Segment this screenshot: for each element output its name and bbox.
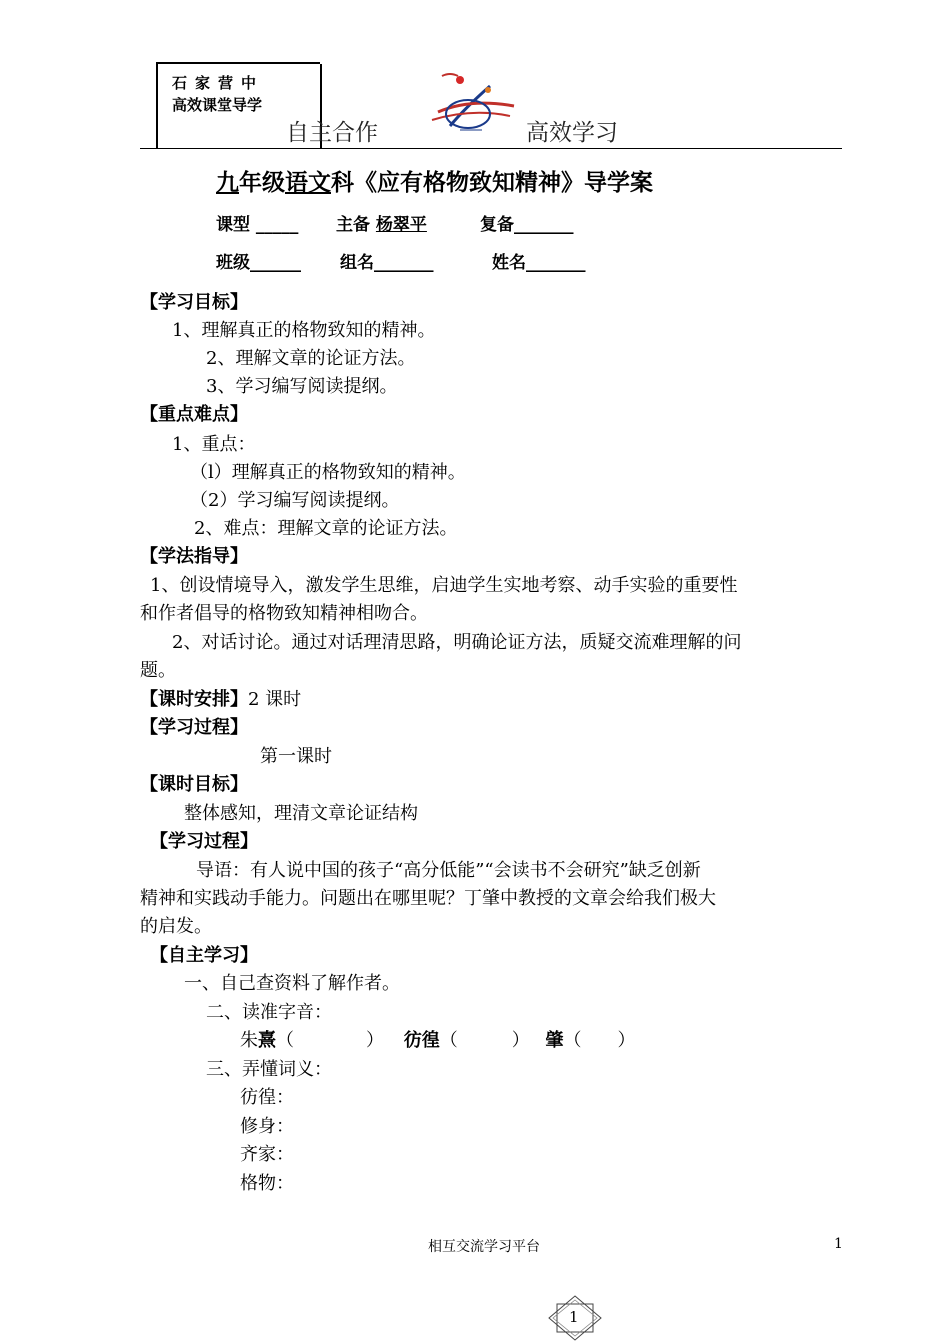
- class-field: [216, 248, 301, 273]
- pron-panghuang: 彷徨: [403, 1030, 440, 1051]
- group-blank: _______: [374, 253, 434, 273]
- objective-item-1: 1、理解真正的格物致知的精神。: [172, 320, 436, 341]
- key-points-heading: 【重点难点】: [140, 404, 248, 425]
- title-grade-suffix: 年级: [239, 169, 285, 196]
- lesson-type-field: [216, 210, 298, 235]
- page-badge: [547, 1294, 603, 1342]
- class-label: 班级: [216, 253, 250, 273]
- lesson-type-label: 课型: [216, 215, 250, 235]
- pron-zhao: 肇: [545, 1030, 564, 1051]
- pron-blank-1: （ ）: [276, 1030, 384, 1051]
- term-panghuang: 彷徨：: [240, 1087, 294, 1108]
- footer-page-number: 1: [834, 1236, 843, 1252]
- name-label: 姓名: [492, 253, 526, 273]
- group-label: 组名: [340, 253, 374, 273]
- term-gewu: 格物：: [240, 1173, 294, 1194]
- lesson-type-blank: _____: [255, 215, 299, 235]
- class-blank: ______: [250, 253, 301, 273]
- slogan-right: 高效学习: [526, 120, 618, 146]
- objective-item-3: 3、学习编写阅读提纲。: [206, 376, 398, 397]
- key-label: 1、重点：: [172, 434, 256, 455]
- method-item-2-line2: 题。: [140, 660, 176, 681]
- method-item-1-line1: 1、创设情境导入，激发学生思维，启迪学生实地考察、动手实验的重要性: [150, 575, 738, 596]
- session-goal-text: 整体感知，理清文章论证结构: [184, 803, 418, 824]
- header-rule: [140, 148, 842, 149]
- review-label: 复备: [480, 215, 514, 235]
- intro-line-1: 导语：有人说中国的孩子“高分低能”“会读书不会研究”缺乏创新: [196, 860, 701, 881]
- page-title: [216, 164, 653, 197]
- pron-blank-3: （ ）: [563, 1030, 636, 1051]
- schedule-value: 2 课时: [248, 689, 302, 710]
- pron-zhu: 朱: [240, 1030, 258, 1051]
- self-study-heading: 【自主学习】: [150, 945, 258, 966]
- term-qijia: 齐家：: [240, 1144, 294, 1165]
- intro-line-2: 精神和实践动手能力。问题出在哪里呢？丁肇中教授的文章会给我们极大: [140, 888, 716, 909]
- footer-platform: 相互交流学习平台: [428, 1239, 540, 1255]
- key-item-1: （l）理解真正的格物致知的精神。: [190, 462, 466, 483]
- session-label: 第一课时: [260, 746, 332, 767]
- name-blank: _______: [526, 253, 586, 273]
- pron-xi: 熹: [258, 1030, 276, 1051]
- school-name-line2: 高效课堂导学: [172, 96, 263, 114]
- schedule-row: [140, 685, 301, 711]
- schedule-heading: 【课时安排】: [140, 689, 248, 710]
- pron-blank-2: （ ）: [439, 1030, 530, 1051]
- objectives-heading: 【学习目标】: [140, 292, 248, 313]
- objective-item-2: 2、理解文章的论证方法。: [206, 348, 416, 369]
- process2-heading: 【学习过程】: [150, 831, 258, 852]
- lead-prep-field: [336, 210, 427, 235]
- process-heading: 【学习过程】: [140, 717, 248, 738]
- method-heading: 【学法指导】: [140, 546, 248, 567]
- name-field: [492, 248, 586, 273]
- school-logo: [420, 68, 520, 140]
- group-field: [340, 248, 434, 273]
- self-study-step-2: 二、读准字音：: [206, 1002, 332, 1023]
- pronunciation-row: [240, 1026, 635, 1052]
- session-goal-heading: 【课时目标】: [140, 774, 248, 795]
- method-item-2-line1: 2、对话讨论。通过对话理清思路，明确论证方法，质疑交流难理解的问: [172, 632, 742, 653]
- page-badge-number: 1: [569, 1308, 579, 1326]
- difficulty: 2、难点：理解文章的论证方法。: [194, 518, 458, 539]
- method-item-1-line2: 和作者倡导的格物致知精神相吻合。: [140, 603, 428, 624]
- intro-line-3: 的启发。: [140, 916, 212, 937]
- term-xiushen: 修身：: [240, 1116, 294, 1137]
- review-field: [480, 210, 574, 235]
- title-subject: 语文: [285, 169, 331, 196]
- lead-prep-name: 杨翠平: [375, 215, 427, 235]
- slogan-left: 自主合作: [286, 120, 378, 146]
- title-grade: 九: [216, 169, 239, 196]
- school-name-line1: 石家营中: [172, 74, 265, 92]
- self-study-step-3: 三、弄懂词义：: [206, 1059, 332, 1080]
- self-study-step-1: 一、自己查资料了解作者。: [184, 973, 400, 994]
- title-subject-suffix: 科《应有格物致知精神》导学案: [331, 169, 653, 196]
- review-blank: _______: [514, 215, 574, 235]
- key-item-2: （2）学习编写阅读提纲。: [190, 490, 400, 511]
- lead-prep-label: 主备: [336, 215, 370, 235]
